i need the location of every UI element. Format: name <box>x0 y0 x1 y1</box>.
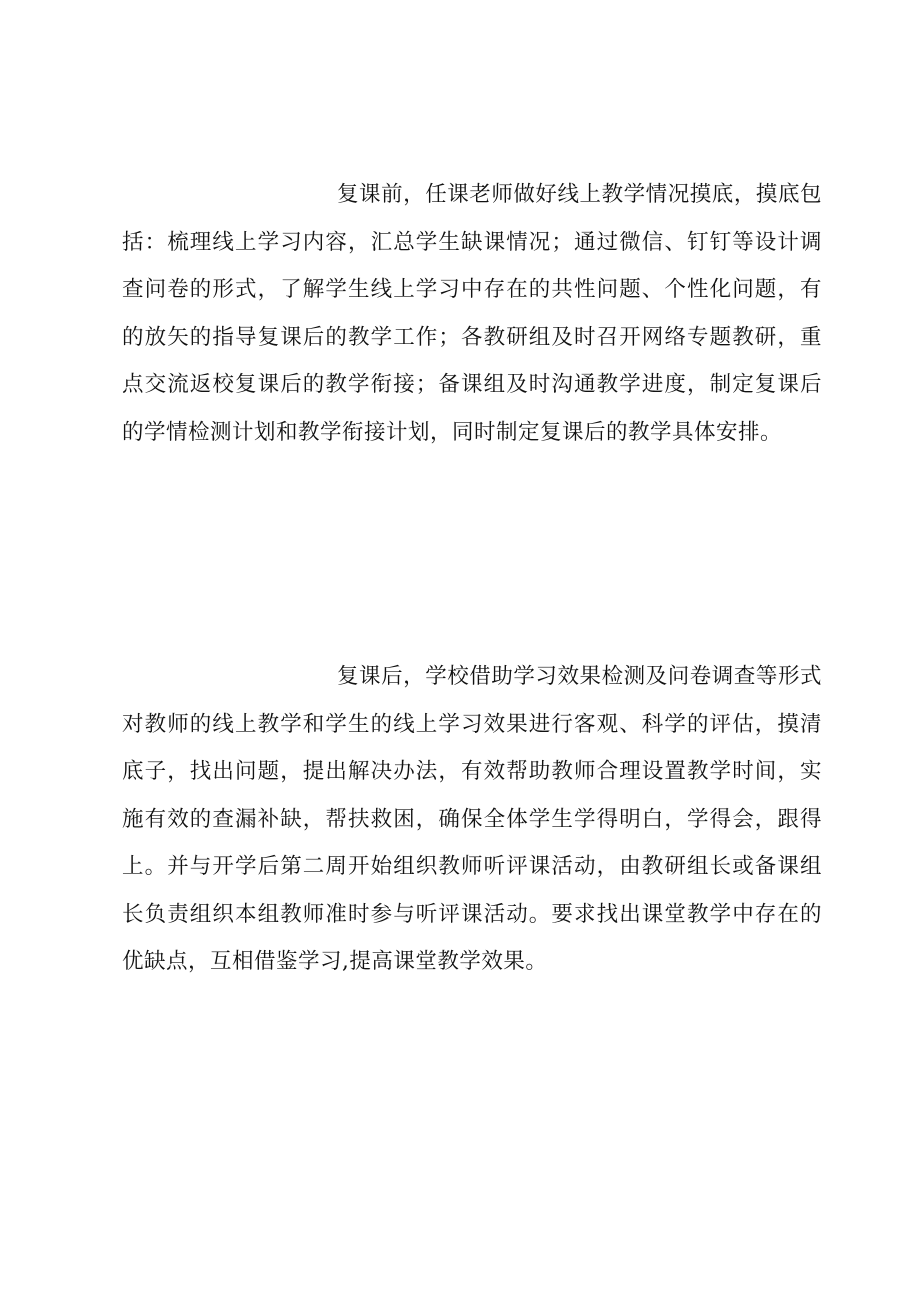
paragraph-before-resumption: 复课前，任课老师做好线上教学情况摸底，摸底包括：梳理线上学习内容，汇总学生缺课情况；通过微信、钉钉等设计调查问卷的形式，了解学生线上学习中存在的共性问题、个性化问题，有的放矢的指导复课后的教学工作；各教研组及时召开网络专题教研，重点交流返校复课后的教学衔接；备课组及时沟通教学进度，制定复课后的学情检测计划和教学衔接计划，同时制定复课后的教学具体安排。 <box>122 182 822 445</box>
paragraph-after-resumption: 复课后，学校借助学习效果检测及问卷调查等形式对教师的线上教学和学生的线上学习效果进行客观、科学的评估，摸清底子，找出问题，提出解决办法，有效帮助教师合理设置教学时间，实施有效的查漏补缺，帮扶救困，确保全体学生学得明白，学得会，跟得上。并与开学后第二周开始组织教师听评课活动，由教研组长或备课组长负责组织本组教师准时参与听评课活动。要求找出课堂教学中存在的优缺点，互相借鉴学习,提高课堂教学效果。 <box>122 664 822 974</box>
